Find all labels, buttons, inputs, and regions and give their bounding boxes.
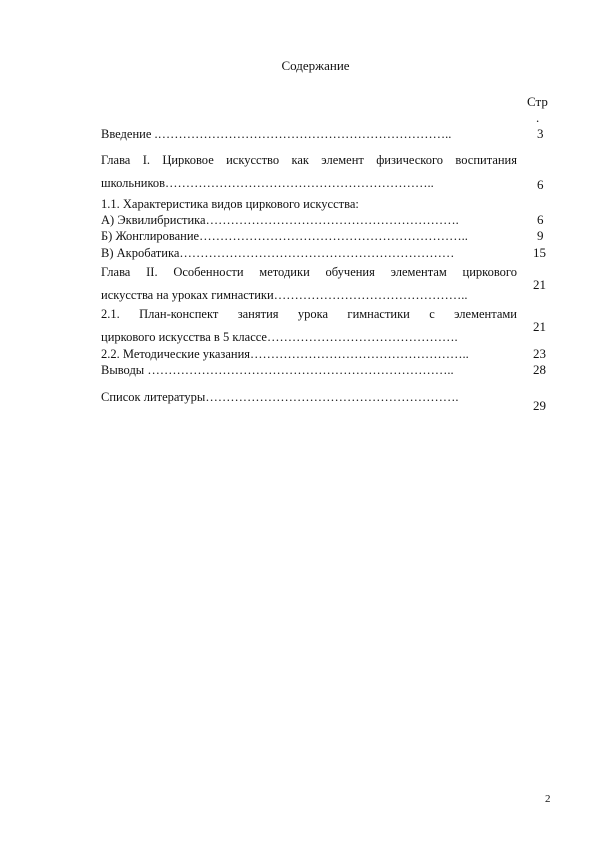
toc-entry-juggling: Б) Жонглирование……………………………………………………….. bbox=[101, 229, 468, 243]
toc-entry-conclusions: Выводы ……………………………………………………………….. bbox=[101, 363, 454, 377]
page-ref-references: 29 bbox=[533, 398, 546, 413]
page-ref-conclusions: 28 bbox=[533, 362, 546, 377]
toc-entry-section-2-1-line2: циркового искусства в 5 классе………………………………………. bbox=[101, 330, 458, 344]
page-ref-chapter2: 21 bbox=[533, 277, 546, 292]
toc-entry-chapter1-line1: Глава I. Цирковое искусство как элемент физического воспитания bbox=[101, 153, 517, 167]
toc-entry-equilibristics: А) Эквилибристика……………………………………………………. bbox=[101, 213, 459, 227]
toc-entry-section-2-2: 2.2. Методические указания…………………………………………….. bbox=[101, 347, 469, 361]
page-column-header-dot: . bbox=[536, 110, 540, 125]
toc-entry-acrobatics: В) Акробатика………………………………………………………… bbox=[101, 246, 455, 260]
toc-entry-introduction: Введение .…………………………………………………………….. bbox=[101, 127, 452, 141]
toc-entry-references: Список литературы……………………………………………………. bbox=[101, 390, 459, 404]
toc-entry-chapter1-line2: школьников……………………………………………………….. bbox=[101, 176, 434, 190]
page-ref-acrobatics: 15 bbox=[533, 245, 546, 260]
toc-entry-chapter2-line1: Глава II. Особенности методики обучения элементам циркового bbox=[101, 265, 517, 279]
toc-entry-section-1-1: 1.1. Характеристика видов циркового искусства: bbox=[101, 197, 359, 211]
toc-title: Содержание bbox=[281, 58, 350, 73]
page-ref-equilibristics: 6 bbox=[537, 212, 544, 227]
toc-entry-section-2-1-line1: 2.1. План-конспект занятия урока гимнастики с элементами bbox=[101, 307, 517, 321]
page-ref-section-2-1: 21 bbox=[533, 319, 546, 334]
page-ref-introduction: 3 bbox=[537, 126, 544, 141]
footer-page-number: 2 bbox=[545, 793, 551, 805]
page-column-header: Стр bbox=[527, 94, 548, 109]
page-ref-section-2-2: 23 bbox=[533, 346, 546, 361]
page-ref-juggling: 9 bbox=[537, 228, 544, 243]
toc-entry-chapter2-line2: искусства на уроках гимнастики……………………………………….. bbox=[101, 288, 468, 302]
page-ref-chapter1: 6 bbox=[537, 177, 544, 192]
